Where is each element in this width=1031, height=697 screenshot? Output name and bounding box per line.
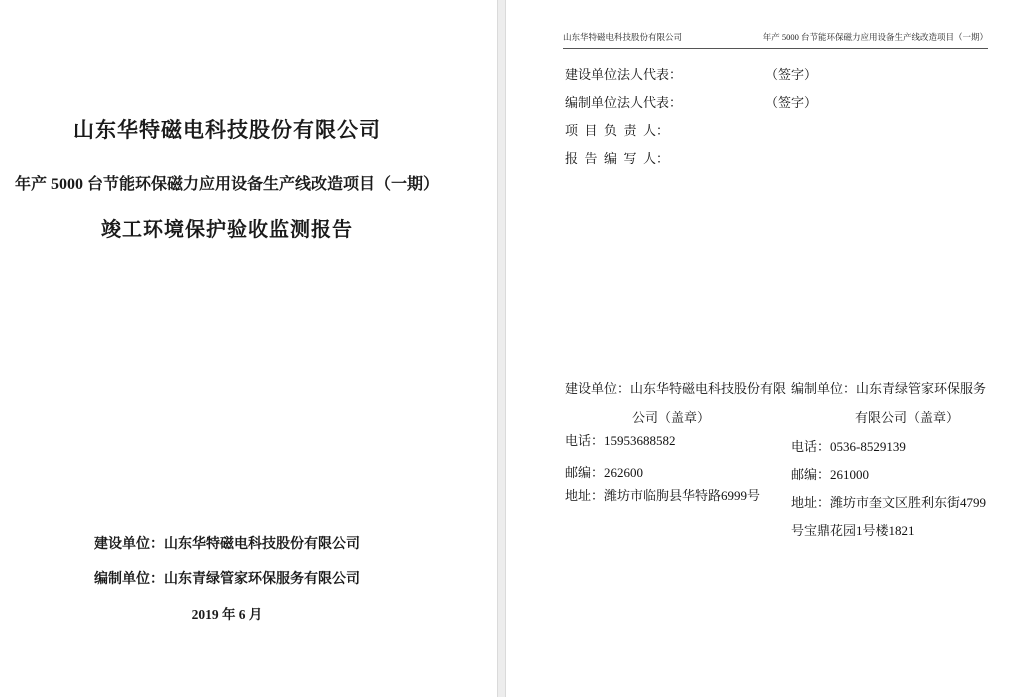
- signature-note: （签字）: [765, 95, 818, 110]
- compiler-phone: 电话：0536-8529139: [791, 439, 906, 454]
- cover-project-title: 年产 5000 台节能环保磁力应用设备生产线改造项目（一期）: [14, 176, 439, 193]
- signature-label: 项 目 负 责 人：: [565, 123, 670, 138]
- compiler-address-line1: 地址：潍坊市奎文区胜利东街4799: [791, 495, 987, 510]
- builder-address: 地址：潍坊市临朐县华特路6999号: [565, 488, 761, 503]
- compiler-unit-line1: 编制单位：山东青绿管家环保服务: [791, 381, 987, 396]
- builder-unit-line1: 建设单位：山东华特磁电科技股份有限: [565, 381, 787, 396]
- cover-builder-line: 建设单位：山东华特磁电科技股份有限公司: [94, 537, 360, 552]
- page-divider: [497, 0, 506, 697]
- cover-report-title: 竣工环境保护验收监测报告: [101, 219, 353, 241]
- builder-zip: 邮编：262600: [565, 465, 644, 480]
- builder-unit-line2: 公司（盖章）: [632, 410, 711, 425]
- signature-label: 建设单位法人代表：: [565, 67, 683, 82]
- header-company: 山东华特磁电科技股份有限公司: [563, 32, 683, 42]
- signature-row: [565, 148, 985, 176]
- builder-phone: 电话：15953688582: [565, 433, 676, 448]
- signature-row: [565, 64, 985, 92]
- cover-date: 2019 年 6 月: [191, 607, 263, 622]
- cover-compiler-line: 编制单位：山东青绿管家环保服务有限公司: [94, 572, 360, 587]
- signature-label: 报 告 编 写 人：: [565, 151, 670, 166]
- cover-company-title: 山东华特磁电科技股份有限公司: [73, 118, 381, 142]
- signature-note: （签字）: [765, 67, 818, 82]
- compiler-address-line2: 号宝鼎花园1号楼1821: [791, 523, 915, 538]
- signature-label: 编制单位法人代表：: [565, 95, 683, 110]
- header-project: 年产 5000 台节能环保磁力应用设备生产线改造项目（一期）: [762, 32, 988, 42]
- signature-block: [565, 64, 985, 176]
- signature-row: [565, 92, 985, 120]
- signature-row: [565, 120, 985, 148]
- signature-page: [506, 0, 1031, 697]
- compiler-zip: 邮编：261000: [791, 467, 870, 482]
- compiler-unit-line2: 有限公司（盖章）: [855, 410, 960, 425]
- cover-page: [0, 0, 497, 697]
- page-header: [563, 31, 988, 49]
